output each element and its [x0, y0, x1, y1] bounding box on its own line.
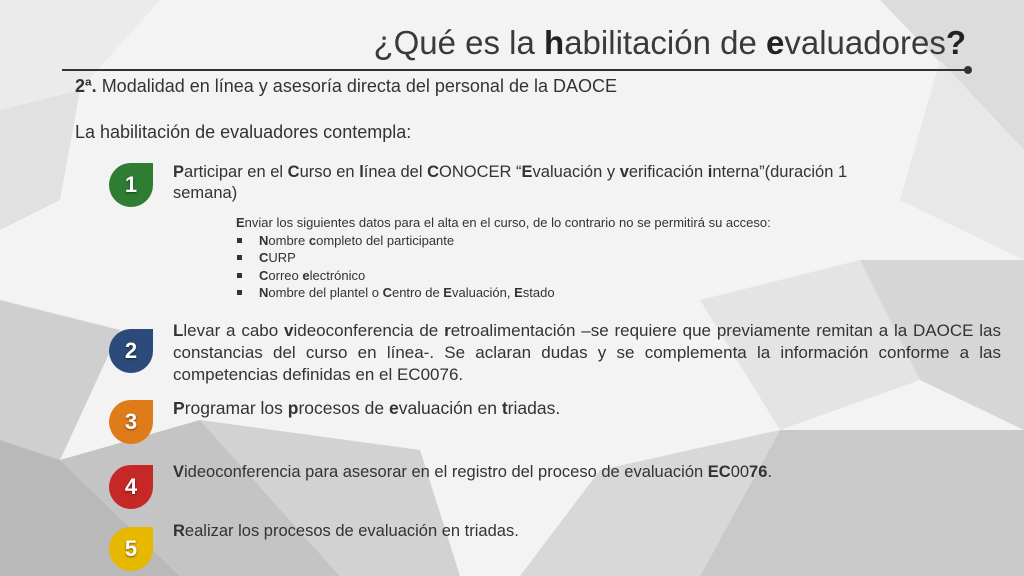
- step-1-badge: 1: [106, 160, 156, 210]
- list-item: CURP: [236, 249, 771, 267]
- step-2-badge: 2: [106, 326, 156, 376]
- modality-line: 2ª. Modalidad en línea y asesoría directa del personal de la DAOCE: [75, 76, 617, 96]
- step-4-badge: 4: [106, 462, 156, 512]
- step-1-text: Participar en el Curso en línea del CONOCER “Evaluación y verificación interna”(duración 1 semana): [173, 163, 848, 202]
- step-1-note-text: Enviar los siguientes datos para el alta en el curso, de lo contrario no se permitirá su acceso:: [236, 215, 771, 230]
- page-title: ¿Qué es la habilitación de evaluadores?: [373, 24, 966, 61]
- step-3-text: Programar los procesos de evaluación en triadas.: [173, 398, 561, 418]
- step-4-text: Videoconferencia para asesorar en el registro del proceso de evaluación EC0076.: [173, 463, 772, 481]
- list-item: Correo electrónico: [236, 267, 771, 285]
- title-underline: [62, 69, 970, 71]
- list-item: Nombre del plantel o Centro de Evaluación, Estado: [236, 284, 771, 302]
- list-item: Nombre completo del participante: [236, 232, 771, 250]
- step-3-badge: 3: [106, 397, 156, 447]
- title-underline-dot: [964, 66, 972, 74]
- step-2-text: Llevar a cabo videoconferencia de retroalimentación –se requiere que previamente remitan a la DAOCE las constancias del curso en línea-. Se aclaran dudas y se complementa la información conforme a las competencias definidas en el EC0076.: [173, 321, 1002, 384]
- step-1-bullets: [236, 232, 771, 302]
- step-5-badge: 5: [106, 524, 156, 574]
- intro-text: La habilitación de evaluadores contempla:: [75, 122, 412, 142]
- step-1-note: [236, 214, 771, 302]
- step-5-text: Realizar los procesos de evaluación en triadas.: [173, 522, 519, 540]
